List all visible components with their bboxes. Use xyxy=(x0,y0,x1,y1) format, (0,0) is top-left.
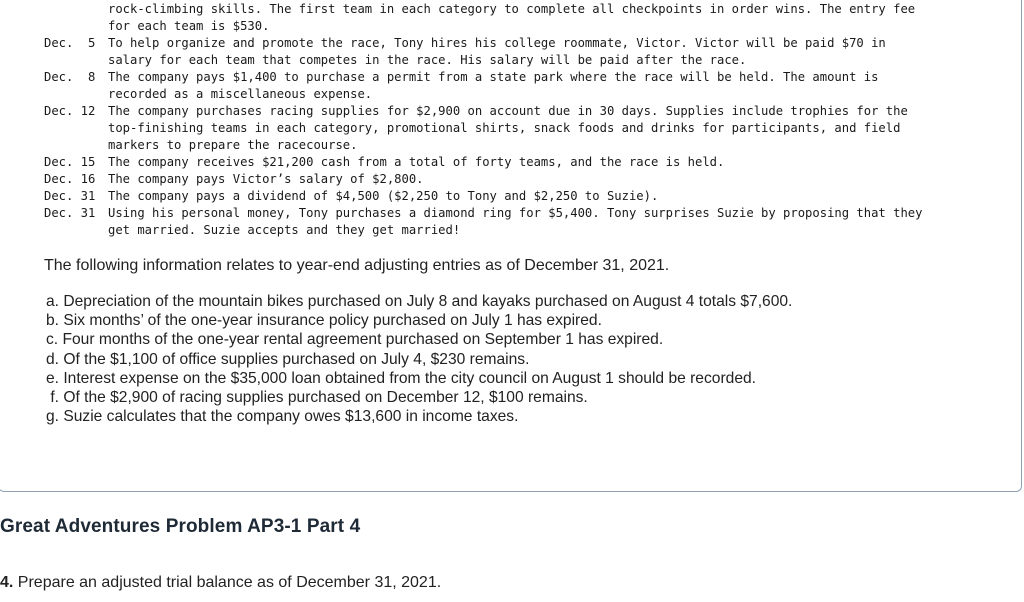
transaction-description: The company pays $1,400 to purchase a permit from a state park where the race will be held. The amount is recorded as a miscellaneous expense. xyxy=(108,70,879,101)
adjustment-item: a. Depreciation of the mountain bikes purchased on July 8 and kayaks purchased on August 4 totals $7,600. xyxy=(46,293,793,310)
transaction-date: Dec. 31 xyxy=(44,189,96,203)
transaction-entry xyxy=(44,205,1004,239)
adjustment-item: c. Four months of the one-year rental agreement purchased on September 1 has expired. xyxy=(46,331,664,349)
adjustment-item: f. Of the $2,900 of racing supplies purchased on December 12, $100 remains. xyxy=(46,389,588,407)
transaction-entry xyxy=(44,154,1004,171)
transaction-date: Dec. 12 xyxy=(44,104,96,118)
transaction-entry xyxy=(44,188,1004,205)
transaction-description: The company purchases racing supplies for $2,900 on account due in 30 days. Supplies include trophies for the top-finishing teams in each category, promotional shirts, snack foods and drinks for participants, and field markers to prepare the racecourse. xyxy=(108,104,908,152)
transaction-date xyxy=(44,1,108,35)
transaction-date: Dec. 31 xyxy=(44,206,96,220)
transaction-date: Dec. 8 xyxy=(44,70,96,84)
adjustments-intro: The following information relates to year-end adjusting entries as of December 31, 2021. xyxy=(44,257,670,274)
transaction-date: Dec. 5 xyxy=(44,36,96,50)
requirement-number: 4. xyxy=(0,574,14,591)
transaction-entry xyxy=(44,103,1004,154)
transaction-description: The company pays a dividend of $4,500 ($2,250 to Tony and $2,250 to Suzie). xyxy=(108,189,659,203)
requirement xyxy=(0,573,441,593)
transaction-date: Dec. 16 xyxy=(44,172,96,186)
transaction-entry xyxy=(44,35,1004,69)
requirement-text: Prepare an adjusted trial balance as of December 31, 2021. xyxy=(13,574,442,591)
adjustment-item: d. Of the $1,100 of office supplies purchased on July 4, $230 remains. xyxy=(46,350,530,368)
transaction-entry xyxy=(44,69,1004,103)
adjustment-list xyxy=(46,292,792,426)
transaction-list xyxy=(44,1,1004,239)
adjustment-item: g. Suzie calculates that the company owes $13,600 in income taxes. xyxy=(46,408,519,426)
transaction-description: To help organize and promote the race, Tony hires his college roommate, Victor. Victor will be paid $70 in salary for each team that competes in the race. His salary will be paid after the race. xyxy=(108,36,886,67)
transaction-description: Using his personal money, Tony purchases a diamond ring for $5,400. Tony surprises Suzie by proposing that they get married. Suzie accepts and they get married! xyxy=(108,206,923,237)
transaction-entry xyxy=(44,171,1004,188)
transaction-entry xyxy=(44,1,1004,35)
adjustment-item: b. Six months’ of the one-year insurance policy purchased on July 1 has expired. xyxy=(46,312,602,330)
transaction-date: Dec. 15 xyxy=(44,155,96,169)
transaction-description: The company receives $21,200 cash from a total of forty teams, and the race is held. xyxy=(108,155,725,169)
part-title: Great Adventures Problem AP3-1 Part 4 xyxy=(0,516,361,537)
transaction-description: The company pays Victor’s salary of $2,800. xyxy=(108,172,424,186)
transaction-description: rock-climbing skills. The first team in each category to complete all checkpoints in order wins. The entry fee for each team is $530. xyxy=(108,2,916,33)
adjustment-item: e. Interest expense on the $35,000 loan obtained from the city council on August 1 should be recorded. xyxy=(46,369,756,387)
